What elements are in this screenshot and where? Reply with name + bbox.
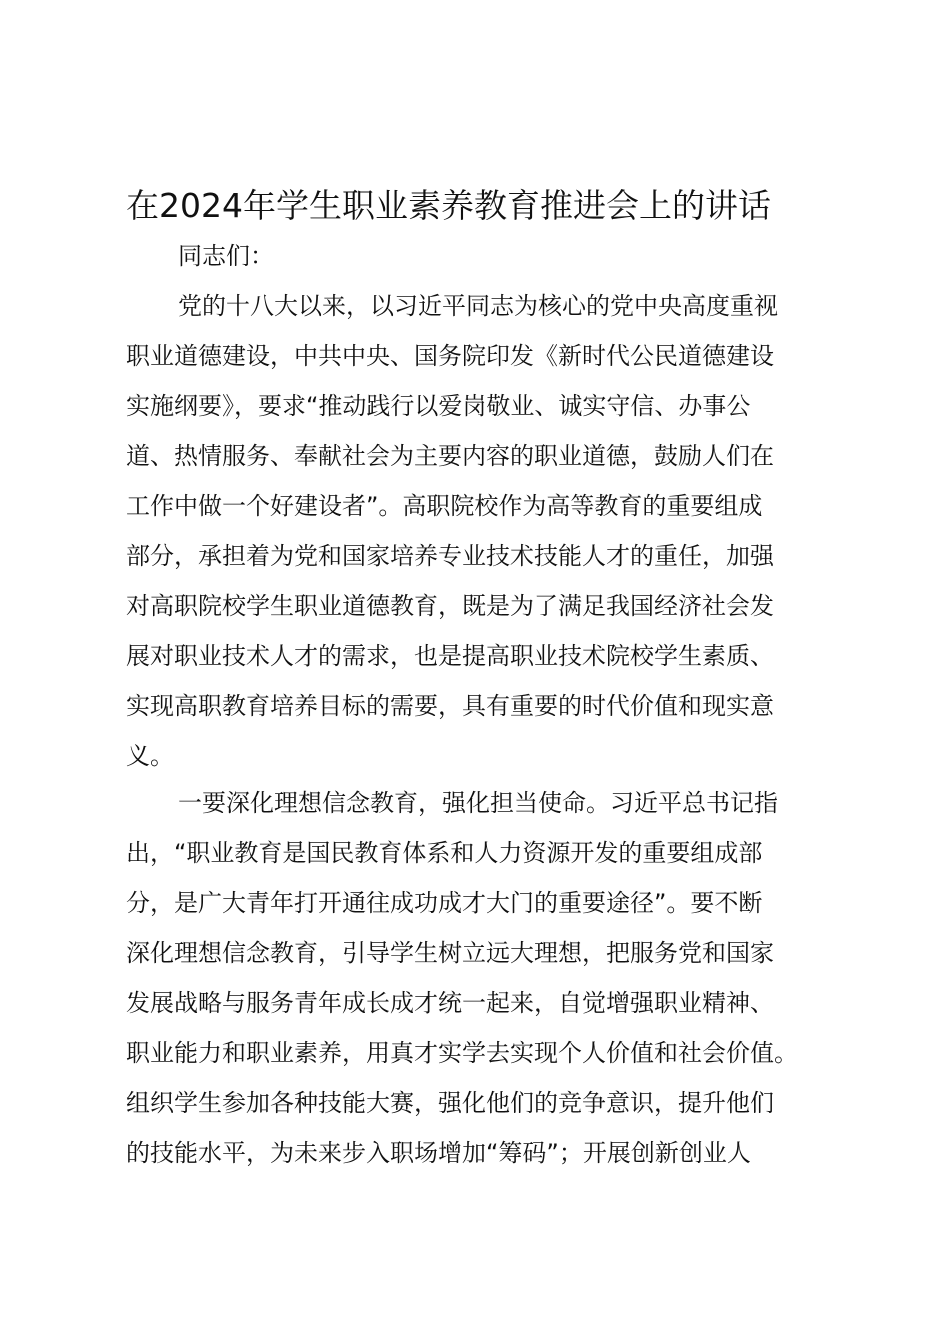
salutation: 同志们： [178, 242, 274, 270]
paragraph-line: 对高职院校学生职业道德教育，既是为了满足我国经济社会发 [126, 592, 774, 620]
paragraph-line: 义。 [126, 742, 174, 770]
paragraph-2 [126, 778, 836, 1178]
paragraph-line: 的技能水平，为未来步入职场增加“筹码”；开展创新创业人 [126, 1139, 751, 1167]
document-title: 在2024年学生职业素养教育推进会上的讲话 [126, 186, 771, 225]
paragraph-line: 道、热情服务、奉献社会为主要内容的职业道德，鼓励人们在 [126, 442, 774, 470]
paragraph-line: 深化理想信念教育，引导学生树立远大理想，把服务党和国家 [126, 939, 774, 967]
paragraph-line: 组织学生参加各种技能大赛，强化他们的竞争意识，提升他们 [126, 1089, 774, 1117]
paragraph-1 [126, 281, 836, 781]
paragraph-line: 职业能力和职业素养，用真才实学去实现个人价值和社会价值。 [126, 1039, 798, 1067]
paragraph-line: 分，是广大青年打开通往成功成才大门的重要途径”。要不断 [126, 889, 763, 917]
paragraph-line: 实现高职教育培养目标的需要，具有重要的时代价值和现实意 [126, 692, 774, 720]
paragraph-line: 一要深化理想信念教育，强化担当使命。习近平总书记指 [178, 789, 778, 817]
paragraph-line: 党的十八大以来，以习近平同志为核心的党中央高度重视 [178, 292, 778, 320]
paragraph-line: 工作中做一个好建设者”。高职院校作为高等教育的重要组成 [126, 492, 763, 520]
paragraph-line: 实施纲要》，要求“推动践行以爱岗敬业、诚实守信、办事公 [126, 392, 751, 420]
paragraph-line: 部分，承担着为党和国家培养专业技术技能人才的重任，加强 [126, 542, 774, 570]
paragraph-line: 展对职业技术人才的需求，也是提高职业技术院校学生素质、 [126, 642, 774, 670]
paragraph-line: 发展战略与服务青年成长成才统一起来，自觉增强职业精神、 [126, 989, 774, 1017]
paragraph-line: 出，“职业教育是国民教育体系和人力资源开发的重要组成部 [126, 839, 763, 867]
paragraph-line: 职业道德建设，中共中央、国务院印发《新时代公民道德建设 [126, 342, 774, 370]
